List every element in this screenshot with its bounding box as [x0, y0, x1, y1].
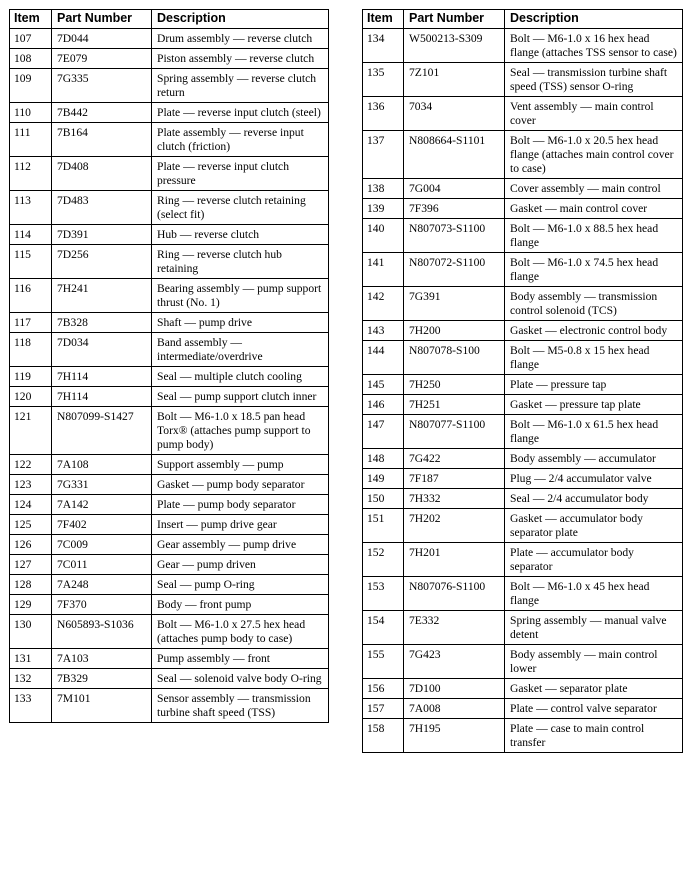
part-number-cell: N605893-S1036 — [52, 615, 152, 649]
table-row — [10, 103, 329, 123]
table-row — [10, 515, 329, 535]
description-cell: Hub — reverse clutch — [152, 225, 329, 245]
part-number-cell: 7A142 — [52, 495, 152, 515]
item-cell: 140 — [363, 219, 404, 253]
table-row — [363, 469, 683, 489]
header-row — [10, 10, 329, 29]
item-cell: 110 — [10, 103, 52, 123]
item-cell: 126 — [10, 535, 52, 555]
header-row — [363, 10, 683, 29]
part-number-cell: 7D483 — [52, 191, 152, 225]
part-number-cell: N807073-S1100 — [404, 219, 505, 253]
table-row — [363, 577, 683, 611]
table-row — [10, 333, 329, 367]
description-cell: Bolt — M6-1.0 x 20.5 hex head flange (attaches main control cover to case) — [505, 131, 683, 179]
table-row — [363, 63, 683, 97]
item-cell: 158 — [363, 719, 404, 753]
part-number-cell: 7B164 — [52, 123, 152, 157]
item-cell: 149 — [363, 469, 404, 489]
table-row — [363, 489, 683, 509]
part-number-cell: 7A248 — [52, 575, 152, 595]
part-number-cell: 7G004 — [404, 179, 505, 199]
part-number-cell: 7F396 — [404, 199, 505, 219]
description-cell: Plate — pump body separator — [152, 495, 329, 515]
table-row — [10, 123, 329, 157]
description-cell: Plate assembly — reverse input clutch (friction) — [152, 123, 329, 157]
part-number-cell: 7H200 — [404, 321, 505, 341]
item-cell: 132 — [10, 669, 52, 689]
table-row — [10, 191, 329, 225]
description-cell: Plate — reverse input clutch (steel) — [152, 103, 329, 123]
part-number-cell: 7C009 — [52, 535, 152, 555]
description-column-header: Description — [505, 10, 683, 29]
part-number-cell: 7H251 — [404, 395, 505, 415]
part-number-cell: 7H201 — [404, 543, 505, 577]
table-row — [363, 449, 683, 469]
description-cell: Gasket — main control cover — [505, 199, 683, 219]
part-number-cell: N807077-S1100 — [404, 415, 505, 449]
item-cell: 142 — [363, 287, 404, 321]
part-number-cell: 7M101 — [52, 689, 152, 723]
part-number-cell: 7F370 — [52, 595, 152, 615]
item-cell: 154 — [363, 611, 404, 645]
part-number-cell: 7D100 — [404, 679, 505, 699]
item-cell: 146 — [363, 395, 404, 415]
item-cell: 151 — [363, 509, 404, 543]
table-row — [10, 669, 329, 689]
part-number-cell: 7H114 — [52, 387, 152, 407]
description-cell: Body assembly — main control lower — [505, 645, 683, 679]
item-cell: 156 — [363, 679, 404, 699]
table-row — [363, 719, 683, 753]
description-cell: Bolt — M6-1.0 x 74.5 hex head flange — [505, 253, 683, 287]
item-column-header: Item — [10, 10, 52, 29]
part-number-cell: 7F187 — [404, 469, 505, 489]
item-cell: 109 — [10, 69, 52, 103]
table-row — [363, 131, 683, 179]
table-row — [10, 313, 329, 333]
item-cell: 129 — [10, 595, 52, 615]
description-cell: Seal — 2/4 accumulator body — [505, 489, 683, 509]
item-cell: 153 — [363, 577, 404, 611]
table-row — [363, 321, 683, 341]
table-row — [363, 395, 683, 415]
description-cell: Seal — transmission turbine shaft speed (TSS) sensor O-ring — [505, 63, 683, 97]
description-cell: Seal — pump O-ring — [152, 575, 329, 595]
description-cell: Bolt — M6-1.0 x 88.5 hex head flange — [505, 219, 683, 253]
item-cell: 108 — [10, 49, 52, 69]
part-number-cell: 7E332 — [404, 611, 505, 645]
part-number-cell: 7D034 — [52, 333, 152, 367]
table-row — [10, 245, 329, 279]
item-cell: 138 — [363, 179, 404, 199]
description-cell: Bolt — M6-1.0 x 16 hex head flange (attaches TSS sensor to case) — [505, 29, 683, 63]
description-cell: Gasket — pressure tap plate — [505, 395, 683, 415]
part-number-cell: 7D044 — [52, 29, 152, 49]
part-number-cell: N807076-S1100 — [404, 577, 505, 611]
part-number-cell: 7H114 — [52, 367, 152, 387]
table-row — [10, 49, 329, 69]
part-number-cell: 7034 — [404, 97, 505, 131]
table-row — [363, 29, 683, 63]
table-row — [10, 407, 329, 455]
description-cell: Ring — reverse clutch retaining (select fit) — [152, 191, 329, 225]
item-cell: 115 — [10, 245, 52, 279]
parts-table-left — [9, 9, 329, 723]
part-number-cell: 7H195 — [404, 719, 505, 753]
description-cell: Vent assembly — main control cover — [505, 97, 683, 131]
item-cell: 120 — [10, 387, 52, 407]
description-cell: Shaft — pump drive — [152, 313, 329, 333]
table-row — [363, 341, 683, 375]
description-cell: Bolt — M5-0.8 x 15 hex head flange — [505, 341, 683, 375]
table-row — [10, 157, 329, 191]
part-number-cell: N807072-S1100 — [404, 253, 505, 287]
table-row — [10, 495, 329, 515]
part-number-cell: 7D408 — [52, 157, 152, 191]
description-cell: Seal — pump support clutch inner — [152, 387, 329, 407]
table-row — [10, 689, 329, 723]
item-cell: 124 — [10, 495, 52, 515]
table-row — [363, 611, 683, 645]
part-number-cell: 7D256 — [52, 245, 152, 279]
description-cell: Body assembly — accumulator — [505, 449, 683, 469]
item-cell: 119 — [10, 367, 52, 387]
table-row — [10, 535, 329, 555]
parts-table-right — [362, 9, 683, 753]
item-cell: 157 — [363, 699, 404, 719]
description-cell: Insert — pump drive gear — [152, 515, 329, 535]
item-cell: 150 — [363, 489, 404, 509]
description-cell: Cover assembly — main control — [505, 179, 683, 199]
item-cell: 116 — [10, 279, 52, 313]
table-row — [10, 69, 329, 103]
part-number-cell: 7C011 — [52, 555, 152, 575]
item-cell: 155 — [363, 645, 404, 679]
description-cell: Band assembly — intermediate/overdrive — [152, 333, 329, 367]
item-column-header: Item — [363, 10, 404, 29]
part-number-cell: 7B328 — [52, 313, 152, 333]
table-row — [363, 509, 683, 543]
description-cell: Plate — control valve separator — [505, 699, 683, 719]
description-cell: Bolt — M6-1.0 x 18.5 pan head Torx® (attaches pump support to pump body) — [152, 407, 329, 455]
item-cell: 141 — [363, 253, 404, 287]
table-row — [363, 179, 683, 199]
table-row — [10, 387, 329, 407]
description-cell: Gasket — separator plate — [505, 679, 683, 699]
part-number-cell: 7D391 — [52, 225, 152, 245]
item-cell: 113 — [10, 191, 52, 225]
table-row — [10, 29, 329, 49]
item-cell: 128 — [10, 575, 52, 595]
part-number-cell: 7G335 — [52, 69, 152, 103]
table-row — [363, 199, 683, 219]
item-cell: 123 — [10, 475, 52, 495]
part-number-cell: 7A103 — [52, 649, 152, 669]
table-row — [363, 253, 683, 287]
table-row — [10, 475, 329, 495]
table-row — [363, 415, 683, 449]
part-number-cell: 7G423 — [404, 645, 505, 679]
item-cell: 145 — [363, 375, 404, 395]
item-cell: 118 — [10, 333, 52, 367]
part-number-cell: 7A108 — [52, 455, 152, 475]
description-cell: Seal — solenoid valve body O-ring — [152, 669, 329, 689]
item-cell: 144 — [363, 341, 404, 375]
item-cell: 143 — [363, 321, 404, 341]
table-row — [10, 615, 329, 649]
table-row — [10, 575, 329, 595]
item-cell: 136 — [363, 97, 404, 131]
description-cell: Bolt — M6-1.0 x 45 hex head flange — [505, 577, 683, 611]
description-cell: Seal — multiple clutch cooling — [152, 367, 329, 387]
item-cell: 135 — [363, 63, 404, 97]
table-row — [363, 219, 683, 253]
description-cell: Body assembly — transmission control solenoid (TCS) — [505, 287, 683, 321]
item-cell: 122 — [10, 455, 52, 475]
description-cell: Bolt — M6-1.0 x 61.5 hex head flange — [505, 415, 683, 449]
part-number-cell: 7H250 — [404, 375, 505, 395]
description-cell: Support assembly — pump — [152, 455, 329, 475]
part-number-cell: 7A008 — [404, 699, 505, 719]
description-cell: Sensor assembly — transmission turbine shaft speed (TSS) — [152, 689, 329, 723]
description-column-header: Description — [152, 10, 329, 29]
description-cell: Spring assembly — manual valve detent — [505, 611, 683, 645]
part-number-cell: 7H202 — [404, 509, 505, 543]
description-cell: Gasket — accumulator body separator plate — [505, 509, 683, 543]
part-number-cell: 7E079 — [52, 49, 152, 69]
table-row — [10, 555, 329, 575]
item-cell: 139 — [363, 199, 404, 219]
part-number-column-header: Part Number — [404, 10, 505, 29]
description-cell: Plug — 2/4 accumulator valve — [505, 469, 683, 489]
item-cell: 137 — [363, 131, 404, 179]
item-cell: 111 — [10, 123, 52, 157]
part-number-cell: N807078-S100 — [404, 341, 505, 375]
table-row — [363, 97, 683, 131]
part-number-cell: 7G422 — [404, 449, 505, 469]
item-cell: 121 — [10, 407, 52, 455]
item-cell: 117 — [10, 313, 52, 333]
description-cell: Bolt — M6-1.0 x 27.5 hex head (attaches pump body to case) — [152, 615, 329, 649]
part-number-cell: 7B329 — [52, 669, 152, 689]
part-number-cell: 7Z101 — [404, 63, 505, 97]
item-cell: 134 — [363, 29, 404, 63]
part-number-cell: 7H241 — [52, 279, 152, 313]
part-number-cell: 7H332 — [404, 489, 505, 509]
item-cell: 131 — [10, 649, 52, 669]
item-cell: 107 — [10, 29, 52, 49]
item-cell: 114 — [10, 225, 52, 245]
description-cell: Plate — reverse input clutch pressure — [152, 157, 329, 191]
part-number-cell: 7F402 — [52, 515, 152, 535]
table-row — [363, 699, 683, 719]
part-number-cell: 7G391 — [404, 287, 505, 321]
table-row — [363, 645, 683, 679]
item-cell: 133 — [10, 689, 52, 723]
item-cell: 147 — [363, 415, 404, 449]
description-cell: Body — front pump — [152, 595, 329, 615]
description-cell: Spring assembly — reverse clutch return — [152, 69, 329, 103]
table-row — [10, 595, 329, 615]
item-cell: 152 — [363, 543, 404, 577]
description-cell: Piston assembly — reverse clutch — [152, 49, 329, 69]
table-row — [363, 679, 683, 699]
table-row — [10, 367, 329, 387]
table-row — [10, 649, 329, 669]
description-cell: Drum assembly — reverse clutch — [152, 29, 329, 49]
part-number-cell: 7G331 — [52, 475, 152, 495]
part-number-cell: N807099-S1427 — [52, 407, 152, 455]
description-cell: Plate — case to main control transfer — [505, 719, 683, 753]
part-number-cell: 7B442 — [52, 103, 152, 123]
item-cell: 125 — [10, 515, 52, 535]
table-row — [10, 279, 329, 313]
part-number-cell: W500213-S309 — [404, 29, 505, 63]
description-cell: Pump assembly — front — [152, 649, 329, 669]
table-row — [363, 543, 683, 577]
part-number-cell: N808664-S1101 — [404, 131, 505, 179]
item-cell: 112 — [10, 157, 52, 191]
description-cell: Ring — reverse clutch hub retaining — [152, 245, 329, 279]
table-row — [363, 375, 683, 395]
description-cell: Gasket — pump body separator — [152, 475, 329, 495]
description-cell: Bearing assembly — pump support thrust (No. 1) — [152, 279, 329, 313]
description-cell: Gear — pump driven — [152, 555, 329, 575]
table-row — [10, 455, 329, 475]
description-cell: Gear assembly — pump drive — [152, 535, 329, 555]
table-row — [363, 287, 683, 321]
description-cell: Gasket — electronic control body — [505, 321, 683, 341]
item-cell: 148 — [363, 449, 404, 469]
item-cell: 130 — [10, 615, 52, 649]
part-number-column-header: Part Number — [52, 10, 152, 29]
table-row — [10, 225, 329, 245]
description-cell: Plate — pressure tap — [505, 375, 683, 395]
description-cell: Plate — accumulator body separator — [505, 543, 683, 577]
item-cell: 127 — [10, 555, 52, 575]
